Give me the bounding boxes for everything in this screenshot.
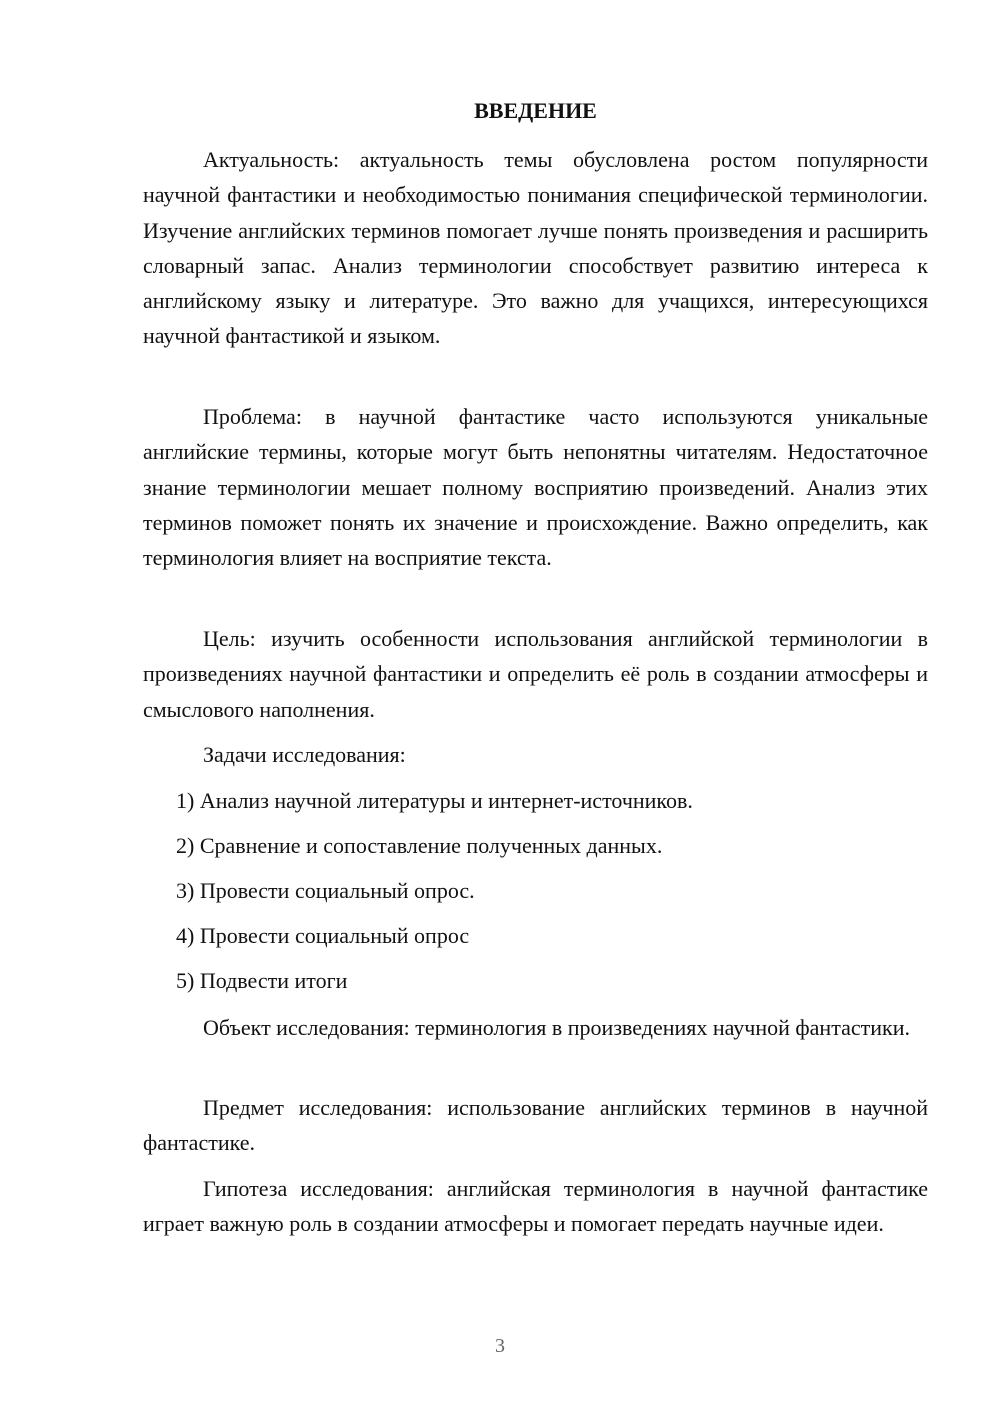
task-item-1: 1) Анализ научной литературы и интернет-источников. bbox=[176, 788, 693, 813]
page-number: 3 bbox=[495, 1335, 505, 1357]
section-heading: ВВЕДЕНИЕ bbox=[474, 98, 597, 123]
tasks-heading: Задачи исследования: bbox=[203, 742, 406, 767]
hypothesis-paragraph: Гипотеза исследования: английская терминология в научной фантастике играет важную роль в создании атмосферы и помогает передать научные идеи. bbox=[143, 1176, 928, 1237]
task-item-4: 4) Провести социальный опрос bbox=[176, 923, 470, 948]
task-item-5: 5) Подвести итоги bbox=[176, 968, 348, 993]
goal-paragraph: Цель: изучить особенности использования английской терминологии в произведениях научной фантастики и определить её роль в создании атмосферы и смыслового наполнения. bbox=[143, 626, 928, 722]
subject-paragraph: Предмет исследования: использование английских терминов в научной фантастике. bbox=[143, 1095, 928, 1156]
problem-paragraph: Проблема: в научной фантастике часто используются уникальные английские термины, которые могут быть непонятны читателям. Недостаточное знание терминологии мешает полному восприятию произведений. Анализ этих терминов поможет понять их значение и происхождение. Важно определить, как терминология влияет на восприятие текста. bbox=[143, 404, 928, 571]
task-item-3: 3) Провести социальный опрос. bbox=[176, 878, 475, 903]
object-paragraph: Объект исследования: терминология в произведениях научной фантастики. bbox=[203, 1015, 910, 1040]
relevance-paragraph: Актуальность: актуальность темы обусловлена ростом популярности научной фантастики и необходимостью понимания специфической терминологии. Изучение английских терминов помогает лучше понять произведения и расширить словарный запас. Анализ терминологии способствует развитию интереса к английскому языку и литературе. Это важно для учащихся, интересующихся научной фантастикой и языком. bbox=[143, 147, 928, 349]
task-item-2: 2) Сравнение и сопоставление полученных данных. bbox=[176, 833, 663, 858]
